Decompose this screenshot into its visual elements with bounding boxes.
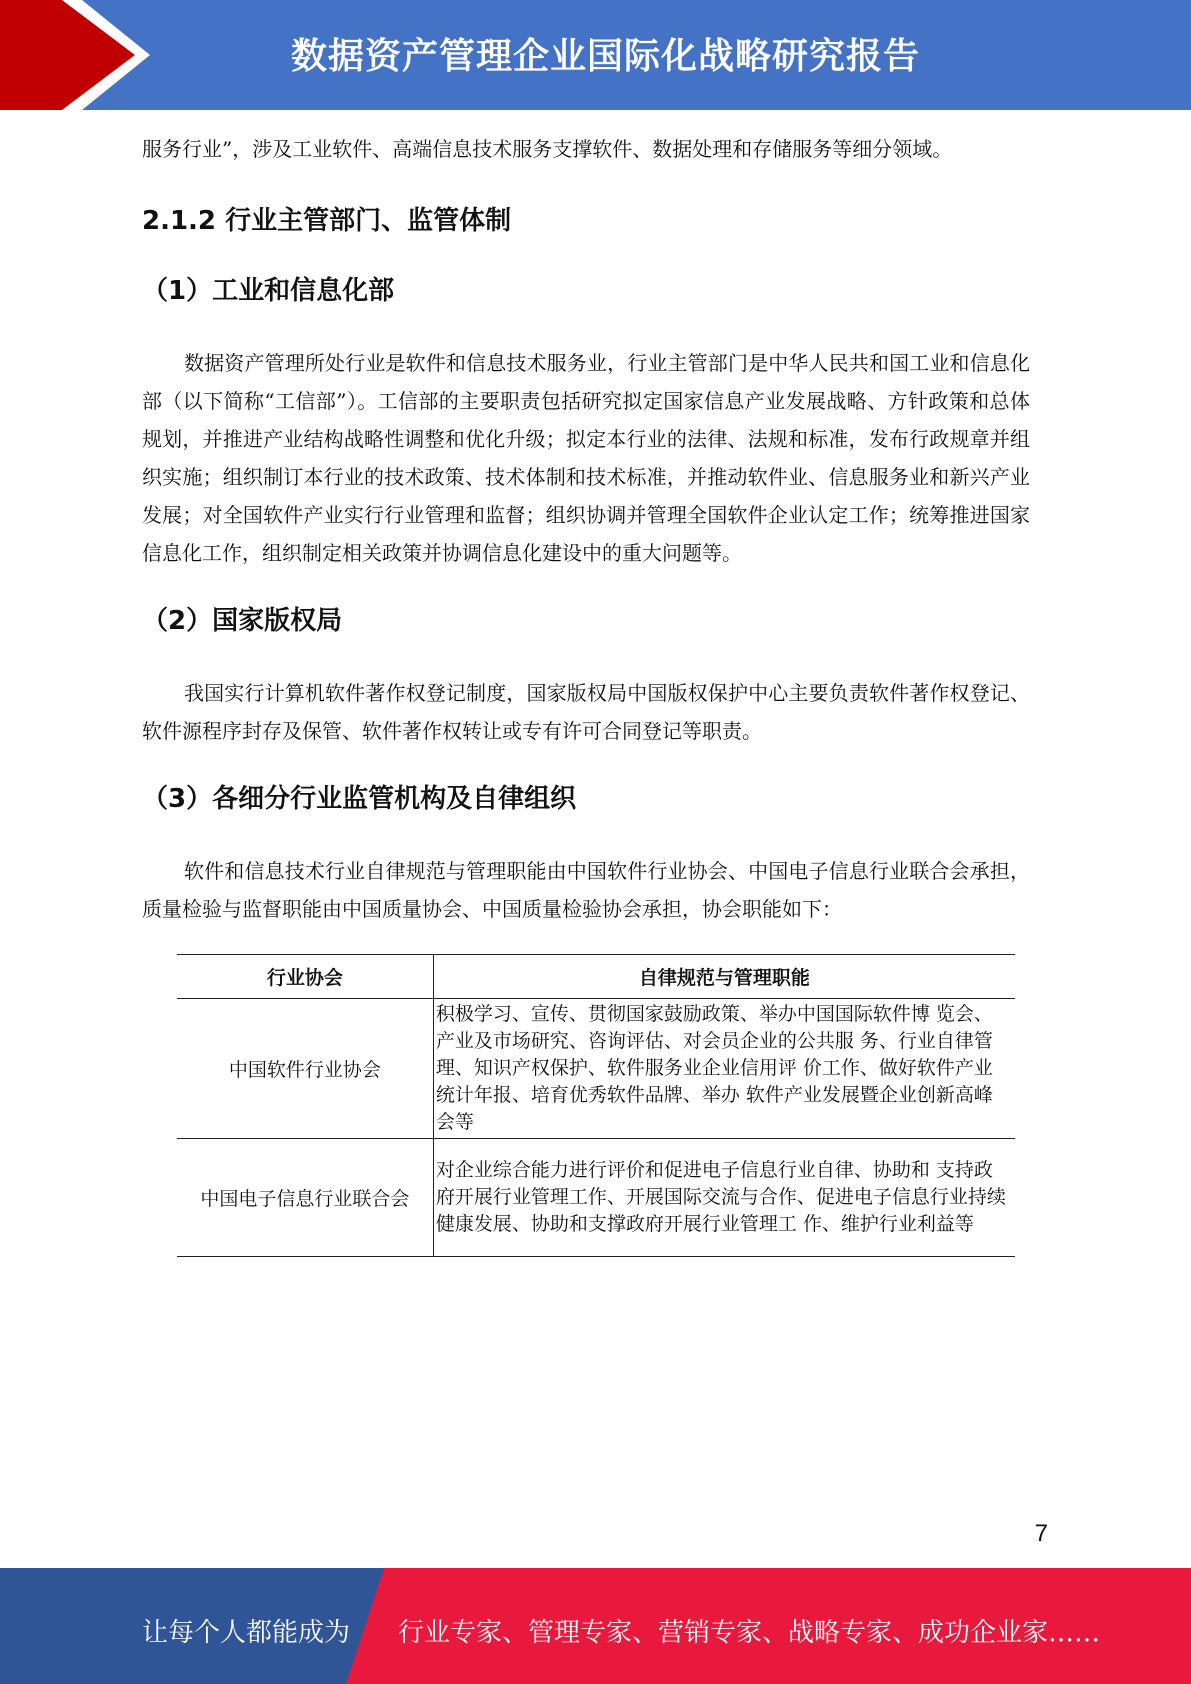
table-row bbox=[177, 1139, 1015, 1257]
table-header-row bbox=[177, 955, 1015, 999]
table-cell-duties: 对企业综合能力进行评价和促进电子信息行业自律、协助和 支持政府开展行业管理工作、开展国际交流与合作、促进电子信息行业持续健康发展、协助和支撑政府开展行业管理工 作、维护行业利益等 bbox=[433, 1139, 1015, 1257]
table-row bbox=[177, 999, 1015, 1139]
page-header bbox=[0, 0, 1191, 110]
subsection-heading-3: （3）各细分行业监管机构及自律组织 bbox=[142, 784, 577, 814]
document-title: 数据资产管理企业国际化战略研究报告 bbox=[290, 36, 920, 77]
page-footer bbox=[0, 1568, 1191, 1684]
subsection-paragraph-2: 我国实行计算机软件著作权登记制度，国家版权局中国版权保护中心主要负责软件著作权登记、软件源程序封存及保管、软件著作权转让或专有许可合同登记等职责。 bbox=[142, 681, 1030, 743]
table-header-association: 行业协会 bbox=[177, 955, 433, 999]
section-heading: 2.1.2 行业主管部门、监管体制 bbox=[142, 206, 512, 236]
subsection-heading-2: （2）国家版权局 bbox=[142, 606, 343, 636]
page-number: 7 bbox=[1034, 1520, 1048, 1547]
table-cell-association: 中国软件行业协会 bbox=[177, 999, 433, 1139]
intro-continuation: 服务行业”，涉及工业软件、高端信息技术服务支撑软件、数据处理和存储服务等细分领域。 bbox=[142, 137, 953, 161]
footer-slogan-right: 行业专家、管理专家、营销专家、战略专家、成功企业家…… bbox=[398, 1618, 1101, 1648]
association-table bbox=[177, 954, 1015, 1257]
footer-slogan-left: 让每个人都能成为 bbox=[142, 1618, 351, 1648]
table-header-duties: 自律规范与管理职能 bbox=[433, 955, 1015, 999]
subsection-paragraph-3: 软件和信息技术行业自律规范与管理职能由中国软件行业协会、中国电子信息行业联合会承担，质量检验与监督职能由中国质量协会、中国质量检验协会承担，协会职能如下： bbox=[142, 859, 1030, 921]
subsection-paragraph-1: 数据资产管理所处行业是软件和信息技术服务业，行业主管部门是中华人民共和国工业和信息化部（以下简称“工信部”）。工信部的主要职责包括研究拟定国家信息产业发展战略、方针政策和总体规划，并推进产业结构战略性调整和优化升级；拟定本行业的法律、法规和标准，发布行政规章并组织实施；组织制订本行业的技术政策、技术体制和技术标准，并推动软件业、信息服务业和新兴产业发展；对全国软件产业实行行业管理和监督；组织协调并管理全国软件企业认定工作；统筹推进国家信息化工作，组织制定相关政策并协调信息化建设中的重大问题等。 bbox=[142, 351, 1030, 565]
table-cell-association: 中国电子信息行业联合会 bbox=[177, 1139, 433, 1257]
table-cell-duties: 积极学习、宣传、贯彻国家鼓励政策、举办中国国际软件博 览会、产业及市场研究、咨询评估、对会员企业的公共服 务、行业自律管理、知识产权保护、软件服务业企业信用评 价工作、做好软件产业统计年报、培育优秀软件品牌、举办 软件产业发展暨企业创新高峰会等 bbox=[433, 999, 1015, 1139]
subsection-heading-1: （1）工业和信息化部 bbox=[142, 276, 395, 306]
